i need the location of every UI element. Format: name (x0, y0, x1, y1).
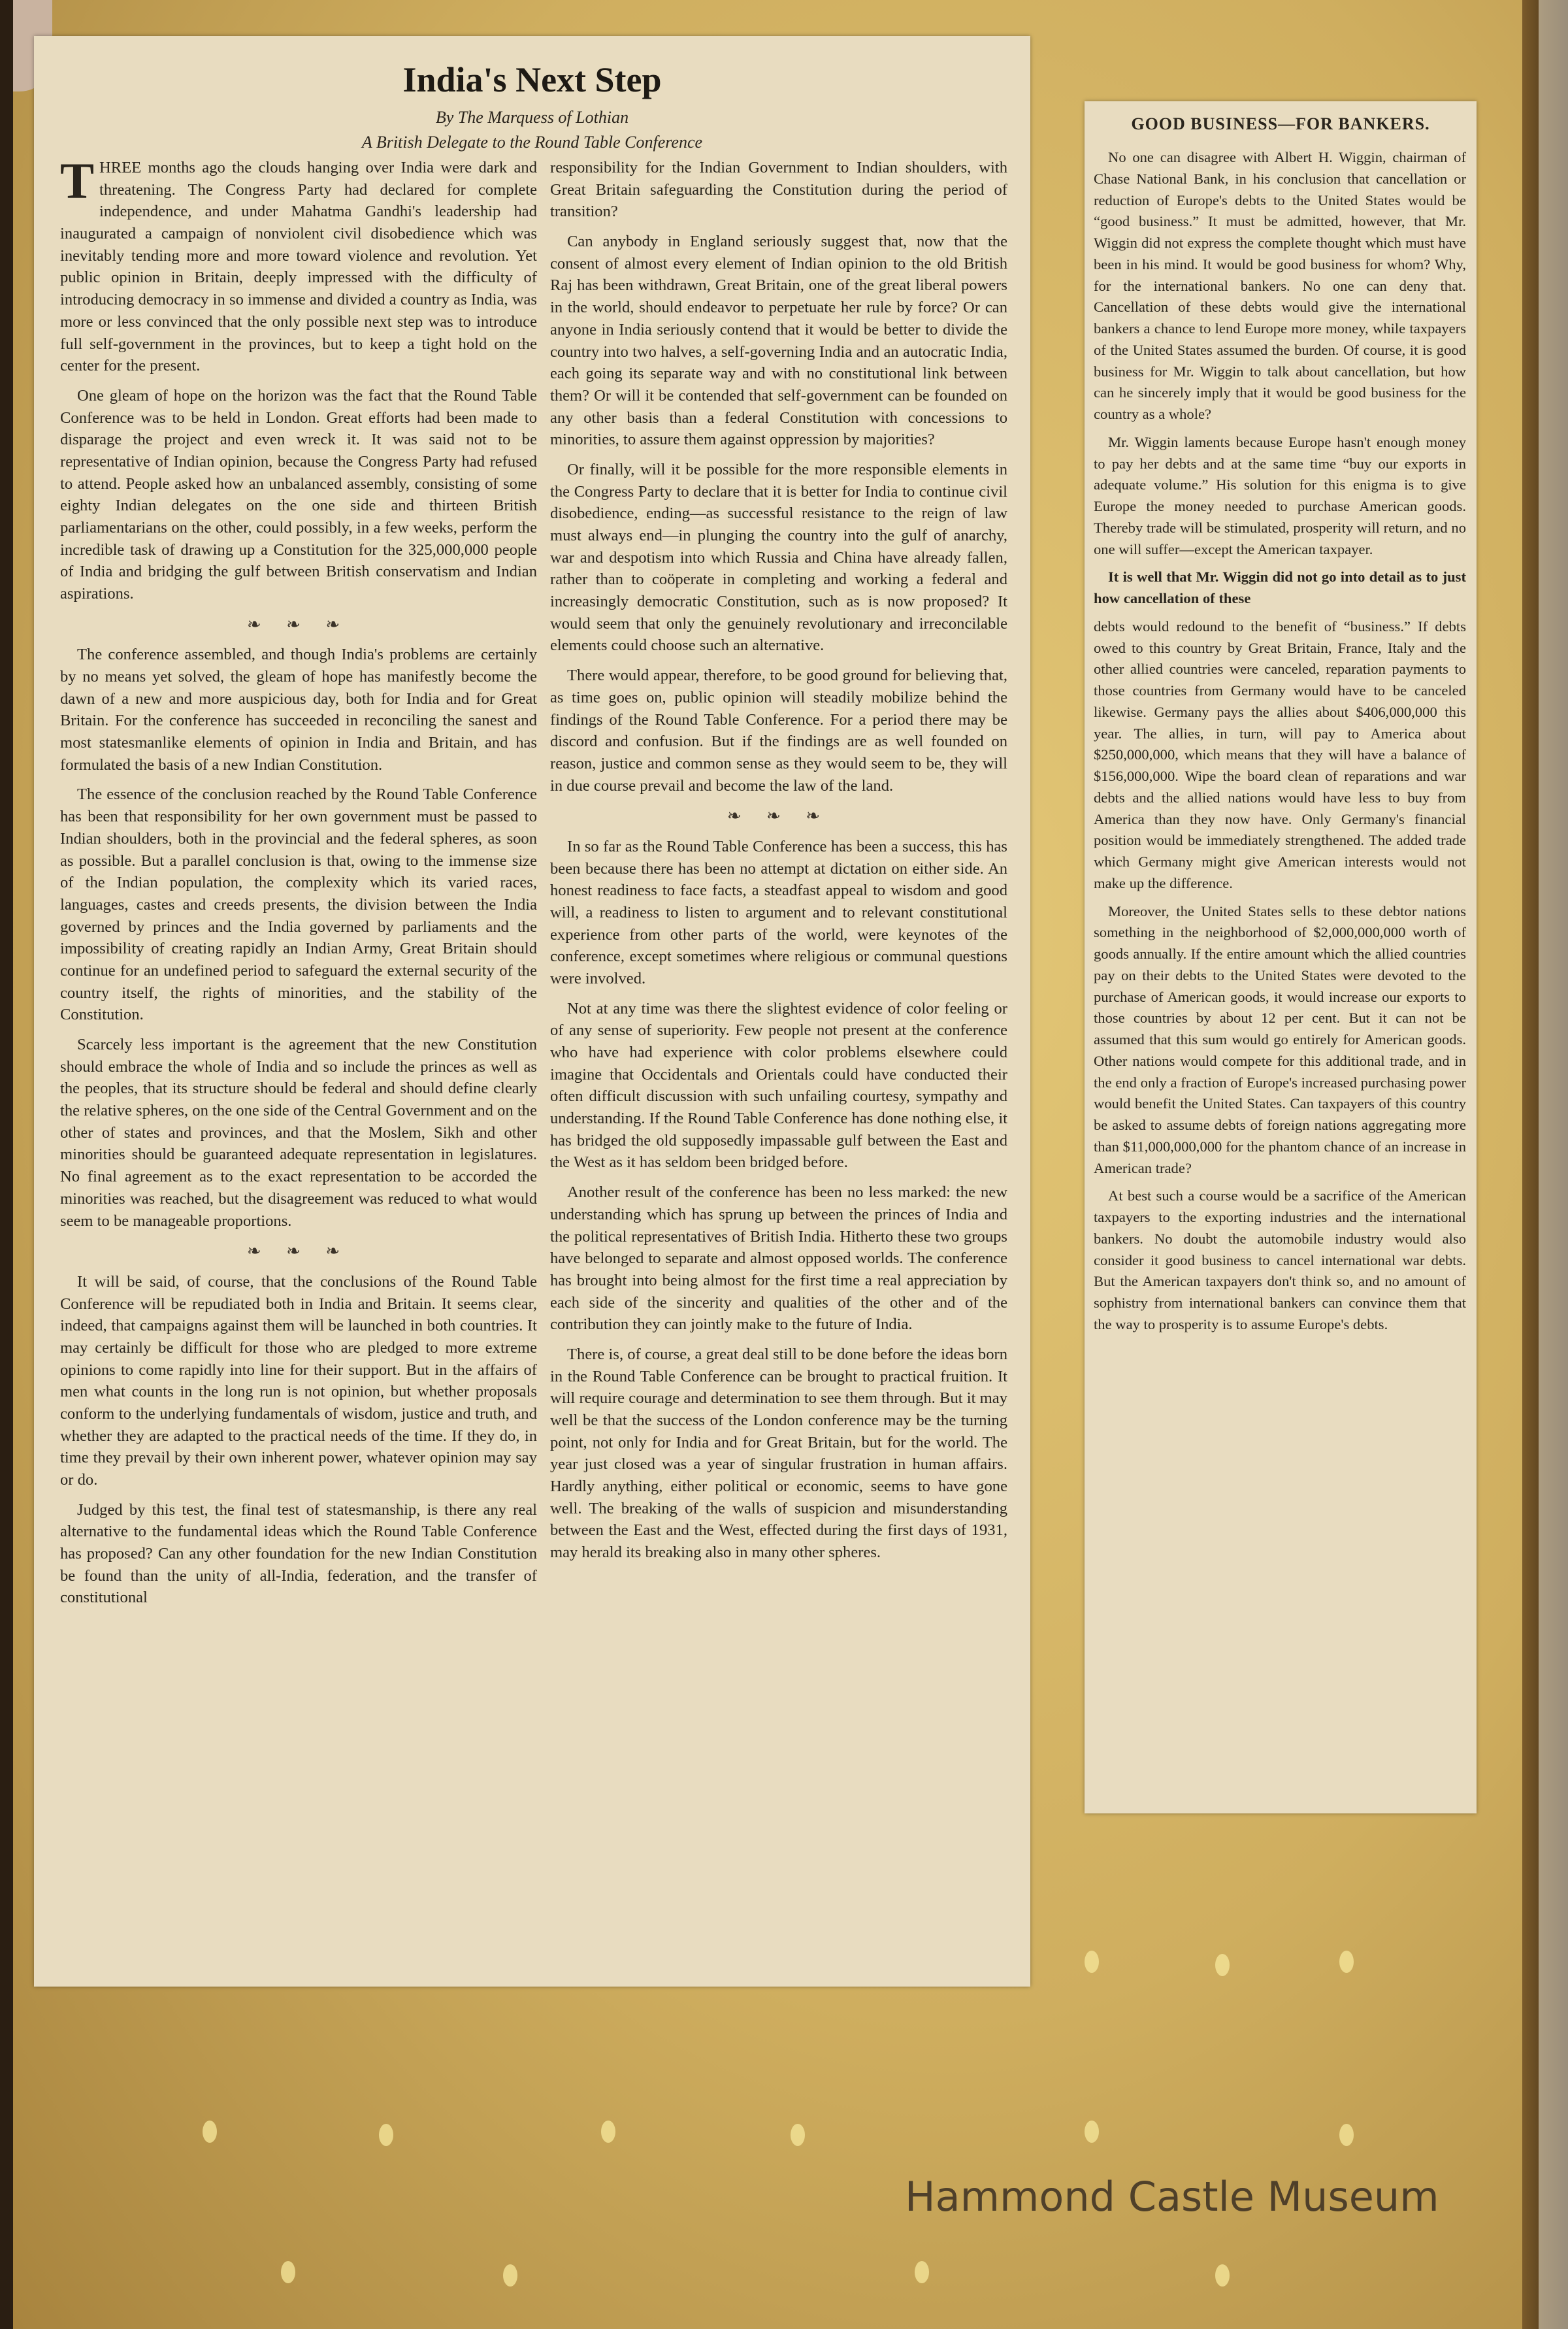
article-subtitle: A British Delegate to the Round Table Conference (361, 133, 703, 152)
paragraph: There is, of course, a great deal still to be done before the ideas born in the Round Table Conference can be brought to practical fruition. It will require courage and determination to see them through. But it may well be that the success of the London conference may be the turning point, not only for India and for Great Britain, but for the world. The year just closed was a year of singular frustration in human affairs. Hardly anything, either political or economic, seems to have gone well. The breaking of the walls of suspicion and misunderstanding between the East and the West, effected during the first days of 1931, may herald its breaking also in many other spheres. (550, 1345, 1007, 1562)
article-column-1 (60, 152, 537, 1617)
adjacent-page-edge (1539, 0, 1568, 2329)
scrapbook-page (13, 0, 1568, 2329)
paragraph: It is well that Mr. Wiggin did not go into detail as to just how cancellation of these (1094, 569, 1466, 606)
binding-hole (1339, 1951, 1354, 1973)
paragraph: The conference assembled, and though India's problems are certainly by no means yet solved, the gleam of hope has manifestly become the dawn of a new and more auspicious day, both for India and for Great Britain. For the conference has succeeded in reconciling the sanest and most statesmanlike elements of opinion in India and Britain, and has formulated the basis of a new Indian Constitution. (60, 646, 537, 774)
paragraph: Not at any time was there the slightest evidence of color feeling or of any sense of superiority. Few people not present at the conference who have had experience with color problems elsewhere could imagine that Occidentals and Orientals could have conducted their often difficult discussion with such unfailing courtesy, sympathy and understanding. If the Round Table Conference has done nothing else, it has bridged the old supposedly impassable gulf between the East and the West as it has seldom been bridged before. (550, 999, 1007, 1172)
paragraph: There would appear, therefore, to be good ground for believing that, as time goes on, public opinion will steadily mobilize behind the findings of the Round Table Conference. For a period there may be discord and confusion. But if the findings are as well founded on reason, justice and common sense as they would seem to be, they will in due course prevail and become the law of the land. (550, 667, 1007, 795)
binding-hole (791, 2124, 805, 2146)
paragraph: At best such a course would be a sacrifice of the American taxpayers to the exporting industries and the international bankers. No doubt the automobile industry would also consider it good business to cancel international war debts. But the American taxpayers don't think so, and no amount of sophistry from international bankers can convince them that the way to prosperity is to assume Europe's debts. (1094, 1187, 1466, 1332)
binding-hole (203, 2121, 217, 2143)
paragraph: It will be said, of course, that the conclusions of the Round Table Conference will be repudiated both in India and Britain. It seems clear, indeed, that campaigns against them will be launched in both countries. It may certainly be difficult for those who are pledged to more extreme opinions to come rapidly into line for their support. But in the affairs of men what counts in the long run is not opinion, but whether proposals conform to the underlying fundamentals of wisdom, justice and truth, and whether they are adapted to the practical needs of the time. If they do, in time they prevail by their own inherent power, whatever opinion may say or do. (60, 1272, 537, 1489)
paragraph: responsibility for the Indian Government to Indian shoulders, with Great Britain safeguarding the Constitution during the period of transition? (550, 159, 1007, 221)
binding-hole (1339, 2124, 1354, 2146)
paragraph: Can anybody in England seriously suggest that, now that the consent of almost every element of Indian opinion to the old British Raj has been withdrawn, Great Britain, one of the great liberal powers in the world, should endeavor to perpetuate her rule by force? Or can anyone in India seriously contend that it would be better to divide the country into two halves, a self-governing India and an autocratic India, each going its separate way and with no constitutional link between them? Or will it be contended that self-government can be founded on any other basis than a federal Constitution with concessions to minorities, to assure them against oppression by majorities? (550, 233, 1007, 449)
separator-ornament: ❧ ❧ ❧ (246, 1242, 351, 1261)
paragraph: Or finally, will it be possible for the more responsible elements in the Congress Party to declare that it is better for India to continue civil disobedience, ending—as successful resistance to the reign of law must always end—in plunging the country into the gulf of anarchy, war and despotism into which Russia and China have already fallen, rather than to coöperate in completing and working a federal and increasingly democratic Constitution, such as is now proposed? It would seem that only the genuinely revolutionary and irreconcilable elements could choose such an alternative. (550, 460, 1007, 655)
binding-hole (915, 2261, 929, 2283)
binding-hole (503, 2264, 517, 2287)
article-byline: By The Marquess of Lothian (435, 108, 629, 127)
paragraph: THREE months ago the clouds hanging over India were dark and threatening. The Congress Party had declared for complete independence, and under Mahatma Gandhi's leadership had inaugurated a campaign of nonviolent civil disobedience which was inevitably tending more and more toward violence and revolution. Yet public opinion in Britain, deeply impressed with the difficulty of introducing democracy in so immense and divided a country as India, was more or less convinced that the only possible next step was to introduce full self-government in the provinces, but to keep a tight hold on the center for the present. (60, 152, 537, 375)
paragraph: The essence of the conclusion reached by the Round Table Conference has been that responsibility for her own government must be passed to Indian shoulders, both in the provincial and the federal spheres, as soon as possible. But a parallel conclusion is that, owing to the immense size of the Indian population, the complexity which its varied races, languages, castes and creeds presents, the division between the India governed by princes and the India governed by parliaments and the impossibility of creating rapidly an Indian Army, Great Britain should continue for an undefined period to safeguard the external security of the country itself, the rights of minorities, and the stability of the Constitution. (60, 785, 537, 1024)
editorial-headline: GOOD BUSINESS—FOR BANKERS. (1131, 114, 1430, 133)
binding-hole (1085, 1951, 1099, 1973)
paragraph: In so far as the Round Table Conference has been a success, this has been because there has been no attempt at dictation on either side. An honest readiness to face facts, a steadfast appeal to wisdom and good will, a readiness to listen to argument and to relevant constitutional experience from other parts of the world, were keynotes of the conference, except sometimes where religious or communal questions were involved. (550, 837, 1007, 987)
binding-hole (601, 2121, 615, 2143)
editorial-column (1094, 147, 1466, 1342)
article-headline: India's Next Step (402, 60, 662, 99)
paragraph: Mr. Wiggin laments because Europe hasn't enough money to pay her debts and at the same time “buy our exports in adequate volume.” His solution for this enigma is to give Europe the money needed to purchase American goods. Thereby trade will be stimulated, prosperity will return, and no one will suffer—except the American taxpayer. (1094, 433, 1466, 557)
binding-hole (281, 2261, 295, 2283)
paragraph: One gleam of hope on the horizon was the fact that the Round Table Conference was to be held in London. Great efforts had been made to disparage the project and even wreck it. It was said not to be representative of Indian opinion, because the Congress Party had refused to attend. People asked how an unbalanced assembly, consisting of some eighty Indian delegates on the one side and thirteen British parliamentarians on the other, could possibly, in a few weeks, perform the incredible task of drawing up a Constitution for the 325,000,000 people of India and bridging the gulf between British conservatism and Indian aspirations. (60, 386, 537, 603)
binding-hole (1215, 2264, 1230, 2287)
binding-hole (1215, 1954, 1230, 1976)
museum-watermark: Hammond Castle Museum (905, 2173, 1439, 2221)
article-column-2 (550, 157, 1007, 1572)
binding-hole (379, 2124, 393, 2146)
editorial-clipping (1085, 101, 1477, 1813)
separator-ornament: ❧ ❧ ❧ (727, 806, 831, 826)
paragraph: Judged by this test, the final test of statesmanship, is there any real alternative to the fundamental ideas which the Round Table Conference has proposed? Can any other foundation for the new Indian Constitution be found than the unity of all-India, federation, and the transfer of constitutional (60, 1500, 537, 1607)
paragraph: Moreover, the United States sells to these debtor nations something in the neighborhood of $2,000,000,000 worth of goods annually. If the entire amount which the allied countries pay on their debts to the United States were devoted to the purchase of American goods, it would increase our exports to those countries by about 12 per cent. But it can not be assumed that this sum would go entirely for American goods. Other nations would compete for this additional trade, and in the end only a fraction of Europe's increased purchasing power would benefit the United States. Can taxpayers of this country be asked to assume debts of foreign nations aggregating more than $11,000,000,000 for the phantom chance of an increase in American trade? (1094, 902, 1466, 1176)
article-clipping (34, 36, 1030, 1987)
paragraph: Scarcely less important is the agreement that the new Constitution should embrace the whole of India and so include the princes as well as the peoples, that its structure should be federal and should define clearly the relative spheres, on the one side of the Central Government and on the other of states and provinces, and that the Moslem, Sikh and other minorities should be guaranteed adequate representation in legislatures. No final agreement as to the exact representation to be accorded the minorities was reached, but the disagreement was reduced to what would seem to be manageable proportions. (60, 1036, 537, 1230)
binding-hole (1085, 2121, 1099, 2143)
separator-ornament: ❧ ❧ ❧ (246, 614, 351, 634)
paragraph: No one can disagree with Albert H. Wiggin, chairman of Chase National Bank, in his conclusion that cancellation or reduction of Europe's debts to the United States would be “good business.” It must be admitted, however, that Mr. Wiggin did not express the complete thought which must have been in his mind. It would be good business for whom? Why, for the international bankers. No one can deny that. Cancellation of these debts would give the international bankers a chance to lend Europe more money, while taxpayers of the United States assumed the burden. Of course, it is good business for Mr. Wiggin to talk about cancellation, but how can he sincerely imply that it would be good business for the country as a whole? (1094, 149, 1466, 422)
paragraph: debts would redound to the benefit of “business.” If debts owed to this country by Great Britain, France, Italy and the other allied countries were canceled, reparation payments to those countries from Germany would have to be canceled likewise. Germany pays the allies about $406,000,000 this year. The allies, in turn, will pay to America about $250,000,000, which means that they will have a balance of $156,000,000. Wipe the board clean of reparations and war debts and the allied nations would have less to buy from America than they now have. Only Germany's financial position would be immediately strengthened. The added trade which Germany might give American interests would not make up the difference. (1094, 618, 1466, 891)
paragraph: Another result of the conference has been no less marked: the new understanding which has sprung up between the princes of India and the political representatives of British India. Hitherto these two groups have belonged to separate and almost opposed worlds. The conference has brought into being almost for the first time a real appreciation by each side of the sincerity and qualities of the other and of the contribution they can jointly make to the future of India. (550, 1183, 1007, 1334)
